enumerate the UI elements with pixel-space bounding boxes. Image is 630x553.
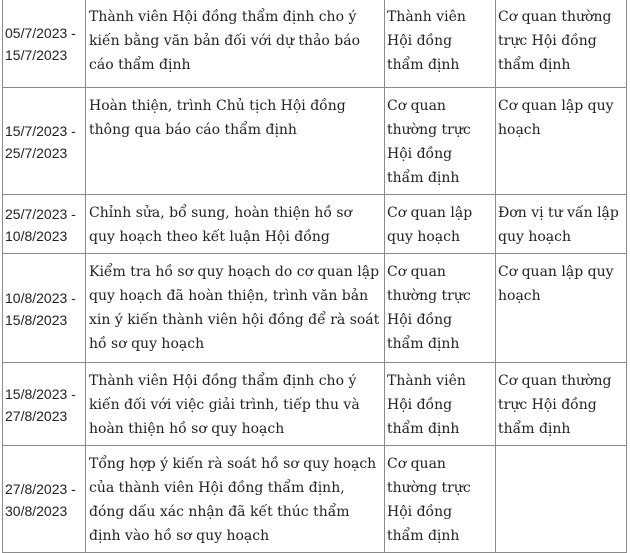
time-start: 15/7/2023 - <box>5 123 76 139</box>
time-start: 27/8/2023 - <box>5 481 76 497</box>
coordinate-cell: Cơ quan thường trực Hội đồng thẩm định <box>496 0 627 88</box>
time-end: 10/8/2023 <box>5 228 68 244</box>
time-cell <box>3 0 86 88</box>
lead-cell: Cơ quan thường trực Hội đồng thẩm định <box>385 88 496 195</box>
time-start: 10/8/2023 - <box>5 290 76 306</box>
schedule-table <box>2 0 627 553</box>
lead-cell: Thành viên Hội đồng thẩm định <box>385 0 496 88</box>
time-cell <box>3 195 86 254</box>
table-row <box>3 254 627 363</box>
schedule-table-body <box>3 0 627 553</box>
task-cell: Thành viên Hội đồng thẩm định cho ý kiến đối với việc giải trình, tiếp thu và hoàn thiện hồ sơ quy hoạch <box>86 363 385 446</box>
table-row <box>3 446 627 553</box>
time-cell <box>3 363 86 446</box>
time-end: 15/8/2023 <box>5 312 68 328</box>
coordinate-cell: Cơ quan lập quy hoạch <box>496 254 627 363</box>
coordinate-cell <box>496 446 627 553</box>
task-cell: Chỉnh sửa, bổ sung, hoàn thiện hồ sơ quy hoạch theo kết luận Hội đồng <box>86 195 385 254</box>
time-start: 25/7/2023 - <box>5 206 76 222</box>
table-row <box>3 195 627 254</box>
time-start: 05/7/2023 - <box>5 25 76 41</box>
time-end: 15/7/2023 <box>5 47 68 63</box>
task-cell: Thành viên Hội đồng thẩm định cho ý kiến bằng văn bản đối với dự thảo báo cáo thẩm định <box>86 0 385 88</box>
coordinate-cell: Cơ quan thường trực Hội đồng thẩm định <box>496 363 627 446</box>
time-cell <box>3 88 86 195</box>
time-cell <box>3 446 86 553</box>
time-cell <box>3 254 86 363</box>
time-end: 27/8/2023 <box>5 408 68 424</box>
table-row <box>3 88 627 195</box>
lead-cell: Cơ quan lập quy hoạch <box>385 195 496 254</box>
time-start: 15/8/2023 - <box>5 386 76 402</box>
lead-cell: Thành viên Hội đồng thẩm định <box>385 363 496 446</box>
time-end: 25/7/2023 <box>5 145 68 161</box>
table-row <box>3 0 627 88</box>
task-cell: Kiểm tra hồ sơ quy hoạch do cơ quan lập quy hoạch đã hoàn thiện, trình văn bản xin ý kiến thành viên hội đồng để rà soát hồ sơ quy hoạch <box>86 254 385 363</box>
coordinate-cell: Cơ quan lập quy hoạch <box>496 88 627 195</box>
coordinate-cell: Đơn vị tư vấn lập quy hoạch <box>496 195 627 254</box>
lead-cell: Cơ quan thường trực Hội đồng thẩm định <box>385 446 496 553</box>
task-cell: Hoàn thiện, trình Chủ tịch Hội đồng thông qua báo cáo thẩm định <box>86 88 385 195</box>
time-end: 30/8/2023 <box>5 503 68 519</box>
task-cell: Tổng hợp ý kiến rà soát hồ sơ quy hoạch của thành viên Hội đồng thẩm định, đóng dấu xác nhận đã kết thúc thẩm định vào hồ sơ quy hoạch <box>86 446 385 553</box>
lead-cell: Cơ quan thường trực Hội đồng thẩm định <box>385 254 496 363</box>
table-row <box>3 363 627 446</box>
